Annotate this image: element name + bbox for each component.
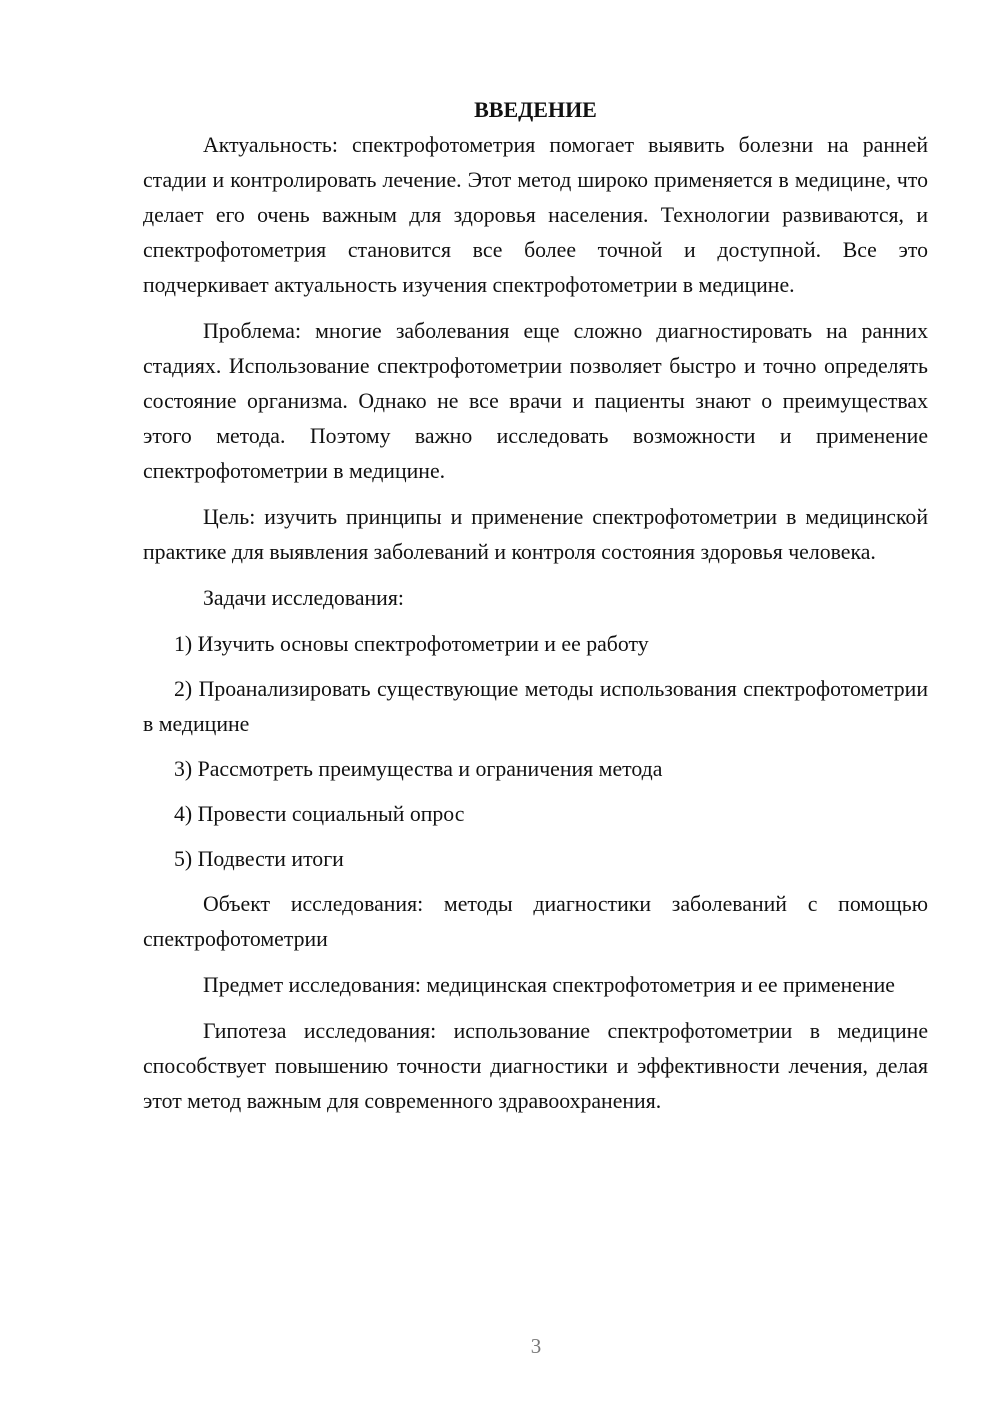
list-item: 2) Проанализировать существующие методы использования спектрофотометрии в медицине	[143, 677, 928, 736]
list-item: 1) Изучить основы спектрофотометрии и ее работу	[174, 632, 649, 656]
list-item: 4) Провести социальный опрос	[174, 802, 465, 826]
list-item: 3) Рассмотреть преимущества и ограничения метода	[174, 757, 663, 781]
paragraph-object: Объект исследования: методы диагностики заболеваний с помощью спектрофотометрии	[143, 892, 928, 951]
tasks-list	[143, 627, 928, 877]
document-page	[143, 92, 928, 1130]
page-number: 3	[530, 1334, 542, 1358]
paragraph-relevance: Актуальность: спектрофотометрия помогает выявить болезни на ранней стадии и контролировать лечение. Этот метод широко применяется в медицине, что делает его очень важным для здоровья населения. Технологии развиваются, и спектрофотометрия становится все более точной и доступной. Все это подчеркивает актуальность изучения спектрофотометрии в медицине.	[143, 133, 928, 297]
paragraph-hypothesis: Гипотеза исследования: использование спектрофотометрии в медицине способствует повышению точности диагностики и эффективности лечения, делая этот метод важным для современного здравоохранения.	[143, 1019, 928, 1113]
paragraph-goal: Цель: изучить принципы и применение спектрофотометрии в медицинской практике для выявления заболеваний и контроля состояния здоровья человека.	[143, 505, 928, 564]
paragraph-problem: Проблема: многие заболевания еще сложно диагностировать на ранних стадиях. Использование спектрофотометрии позволяет быстро и точно определять состояние организма. Однако не все врачи и пациенты знают о преимуществах этого метода. Поэтому важно исследовать возможности и применение спектрофотометрии в медицине.	[143, 319, 928, 483]
tasks-title: Задачи исследования:	[203, 586, 404, 610]
list-item: 5) Подвести итоги	[174, 847, 344, 871]
paragraph-subject: Предмет исследования: медицинская спектрофотометрия и ее применение	[203, 973, 895, 997]
section-heading: ВВЕДЕНИЕ	[474, 97, 597, 122]
